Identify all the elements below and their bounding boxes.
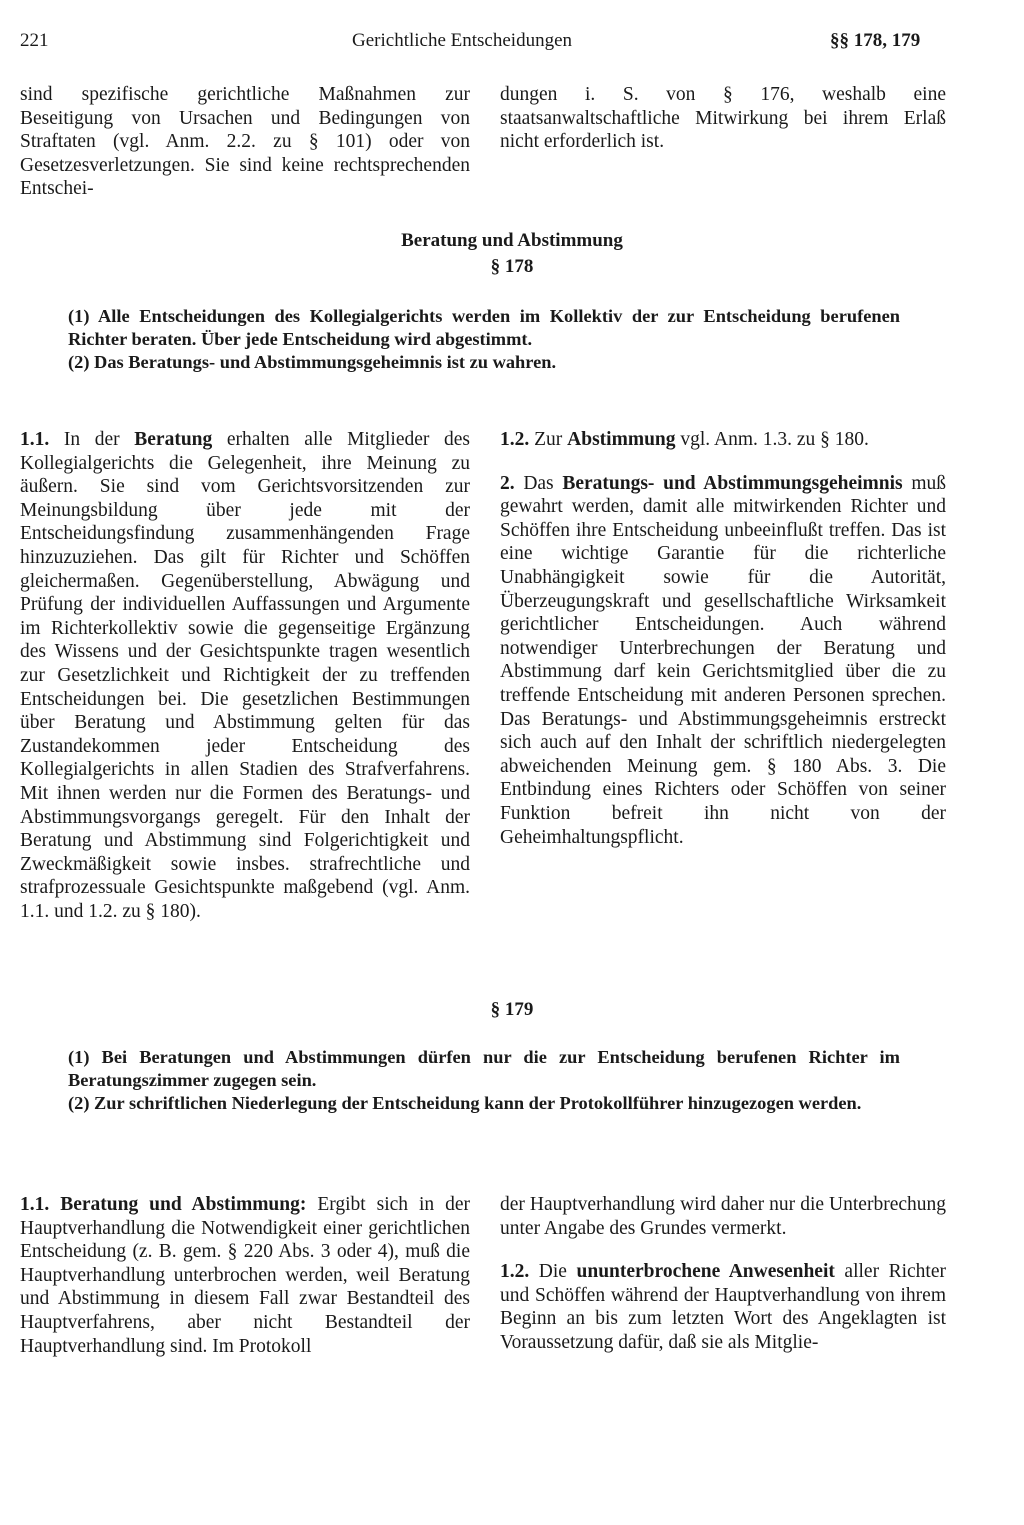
intro-right-column: [500, 83, 946, 154]
bold-term: Abstimmung: [567, 429, 676, 450]
section-178-law-1: (1) Alle Entscheidungen des Kollegialgerichts werden im Kollektiv der zur Entscheidung berufenen Richter beraten. Über jede Entscheidung wird abgestimmt.: [68, 306, 900, 349]
comment-number: 1.2.: [500, 429, 530, 450]
comment-179-1-1-continued: der Hauptverhandlung wird daher nur die Unterbrechung unter Angabe des Grundes vermerkt.: [500, 1194, 946, 1239]
section-178-law-2: (2) Das Beratungs- und Abstimmungsgeheimnis ist zu wahren.: [68, 352, 557, 372]
comment-178-2: 2. Das Beratungs- und Abstimmungsgeheimnis muß gewahrt werden, damit alle mitwirkenden Richter und Schöffen ihre Entscheidung unbeeinflußt treffen. Das ist eine wichtige Garantie für die richterliche Unabhängigkeit sowie für die Autorität, Überzeugungskraft und gesellschaftliche Wirksamkeit gerichtlicher Entscheidungen. Auch während notwendiger Unterbrechungen der Beratung und Abstimmung darf kein Gerichtsmitglied über die zu treffende Entscheidung mit anderen Personen sprechen. Das Beratungs- und Abstimmungsgeheimnis erstreckt sich auch auf den Inhalt der schriftlich niedergelegten abweichenden Meinung gem. § 180 Abs. 3. Die Entbindung eines Richters oder Schöffen von seiner Funktion befreit ihn nicht von der Geheimhaltungspflicht.: [500, 472, 947, 848]
intro-left-column: [20, 83, 470, 201]
section-178-heading: Beratung und Abstimmung: [401, 230, 623, 251]
comment-178-1-1: 1.1. In der Beratung erhalten alle Mitglieder des Kollegialgerichts die Gelegenheit, ihre Meinung zu äußern. Sie sind vom Gerichtsvorsitzenden zur Meinungsbildung über jede mit der Entscheidungsfindung zusammenhängenden Frage hinzuzuziehen. Das gilt für Richter und Schöffen gleichermaßen. Gegenüberstellung, Abwägung und Prüfung der individuellen Auffassungen und Argumente im Richterkollektiv sowie die gegenseitige Ergänzung des Wissens und der Gesichtspunkte tragen wesentlich zur Gesetzlichkeit und Richtigkeit der zu treffenden Entscheidungen bei. Die gesetzlichen Bestimmungen über Beratung und Abstimmung gelten für das Zustandekommen jeder Entscheidung des Kollegialgerichts in allen Stadien des Strafverfahrens. Mit ihnen werden nur die Formen des Beratungs- und Abstimmungsvorgangs geregelt. Für den Inhalt der Beratung und Abstimmung sind Folgerichtigkeit und Zweckmäßigkeit sowie insbes. strafrechtliche und strafprozessuale Gesichtspunkte maßgebend (vgl. Anm. 1.1. und 1.2. zu § 180).: [20, 429, 470, 922]
comment-179-1-2: 1.2. Die ununterbrochene Anwesenheit aller Richter und Schöffen während der Hauptverhandlung von ihrem Beginn an bis zum letzten Wort des Angeklagten ist Voraussetzung dafür, daß sie als Mitglie-: [500, 1261, 946, 1353]
section-178-right-column: [500, 428, 946, 849]
comment-number: 1.1.: [20, 429, 50, 450]
bold-term: ununterbrochene Anwesenheit: [576, 1261, 835, 1283]
comment-number: 2.: [500, 472, 515, 494]
bold-term: 1.1. Beratung und Abstimmung:: [20, 1194, 307, 1215]
bold-term: Beratungs- und Abstimmungsgeheimnis: [562, 472, 903, 494]
comment-179-1-1: 1.1. Beratung und Abstimmung: Ergibt sich in der Hauptverhandlung die Notwendigkeit einer gerichtlichen Entscheidung (z. B. gem. § 220 Abs. 3 oder 4), muß die Hauptverhandlung unterbrochen werden, weil Beratung und Abstimmung in diesem Fall zwar Bestandteil des Hauptverfahrens, aber nicht Bestandteil der Hauptverhandlung sind. Im Protokoll: [20, 1194, 470, 1357]
section-179-right-column: [500, 1193, 946, 1355]
section-179-left-column: [20, 1193, 470, 1358]
section-178-law-text: [68, 305, 900, 374]
section-178-left-column: [20, 428, 470, 923]
intro-left-text: sind spezifische gerichtliche Maßnahmen zur Beseitigung von Ursachen und Bedingungen von Straftaten (vgl. Anm. 2.2. zu § 101) oder von Gesetzesverletzungen. Sie sind keine rechtsprechenden Entschei-: [20, 84, 470, 200]
section-179-paragraph: § 179: [490, 999, 534, 1020]
section-179-law-text: [68, 1046, 900, 1115]
section-179-law-1: (1) Bei Beratungen und Abstimmungen dürfen nur die zur Entscheidung berufenen Richter im Beratungszimmer zugegen sein.: [68, 1047, 900, 1090]
running-paragraphs: §§ 178, 179: [830, 30, 921, 51]
bold-term: Beratung: [134, 429, 213, 450]
section-178-paragraph: § 178: [490, 256, 534, 277]
section-179-law-2: (2) Zur schriftlichen Niederlegung der Entscheidung kann der Protokollführer hinzugezogen werden.: [68, 1093, 862, 1113]
comment-178-1-2: 1.2. Zur Abstimmung vgl. Anm. 1.3. zu § 180.: [500, 429, 869, 450]
running-title: Gerichtliche Entscheidungen: [352, 30, 573, 51]
comment-number: 1.2.: [500, 1261, 530, 1283]
intro-right-text: dungen i. S. von § 176, weshalb eine staatsanwaltschaftliche Mitwirkung bei ihrem Erlaß nicht erforderlich ist.: [500, 84, 946, 153]
page-number: 221: [20, 30, 49, 51]
